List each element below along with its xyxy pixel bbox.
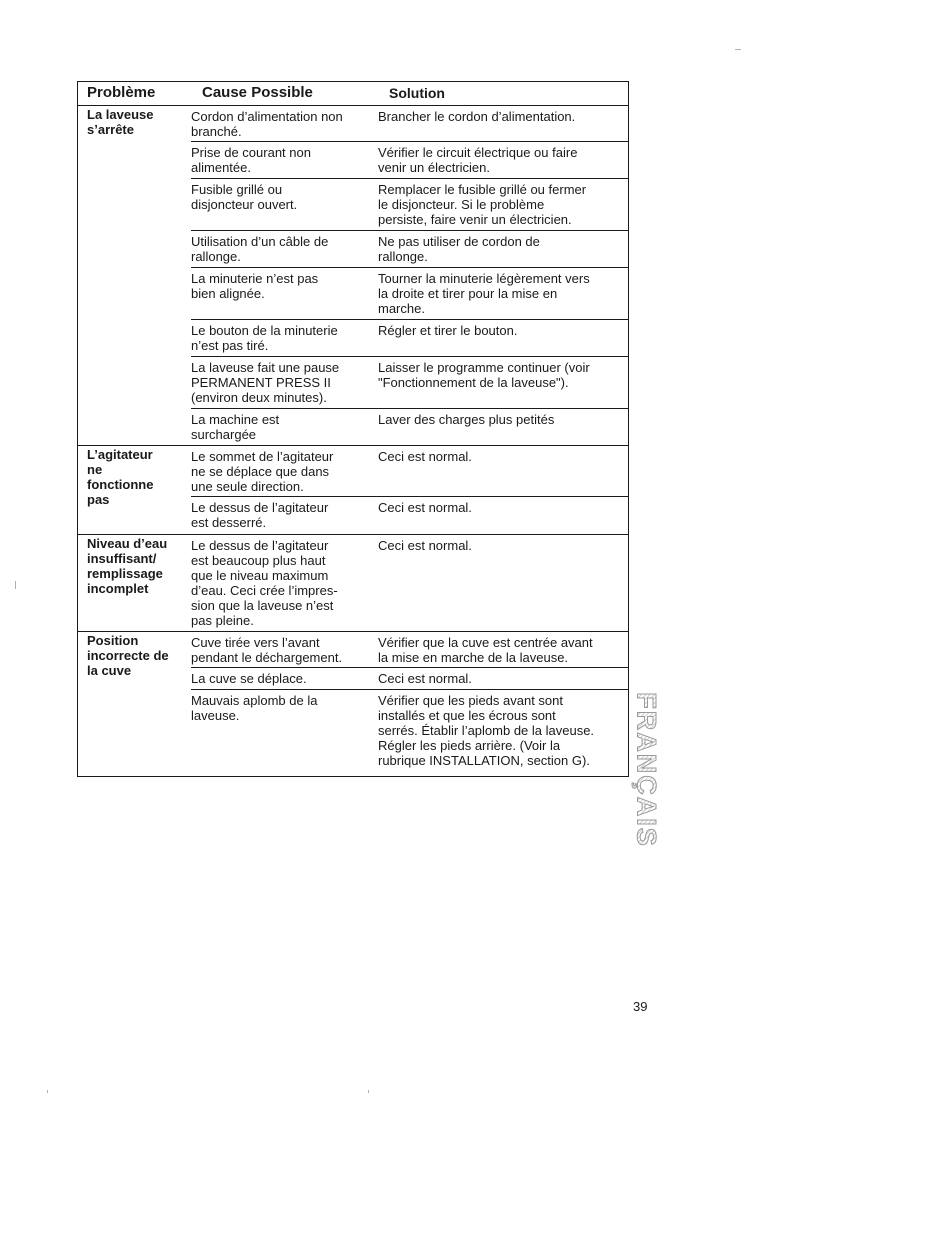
table-row xyxy=(191,446,628,497)
language-side-label-text: FRANÇAIS xyxy=(631,692,662,848)
solution-text: Ceci est normal. xyxy=(378,538,472,553)
solution-text: Ne pas utiliser de cordon de rallonge. xyxy=(378,234,540,264)
table-row xyxy=(191,231,628,268)
solution-text: Tourner la minuterie légèrement vers la droite et tirer pour la mise en marche. xyxy=(378,271,590,316)
problem-label: Position incorrecte de la cuve xyxy=(87,633,169,678)
cause-text: Cuve tirée vers l’avant pendant le déchargement. xyxy=(191,635,343,665)
solution-text: Régler et tirer le bouton. xyxy=(378,323,518,338)
scan-speck xyxy=(368,1090,369,1093)
page-number: 39 xyxy=(633,999,648,1014)
solution-text: Ceci est normal. xyxy=(378,671,472,686)
cause-text: La minuterie n’est pas bien alignée. xyxy=(191,271,319,301)
solution-text: Laisser le programme continuer (voir "Fonctionnement de la laveuse"). xyxy=(378,360,590,390)
table-row xyxy=(191,320,628,357)
solution-text: Ceci est normal. xyxy=(378,500,472,515)
cause-text: Prise de courant non alimentée. xyxy=(191,145,311,175)
cause-text: La machine est surchargée xyxy=(191,412,280,442)
problem-group-agitator xyxy=(78,446,628,535)
cause-text: Le sommet de l’agitateur ne se déplace que dans une seule direction. xyxy=(191,449,334,494)
table-row xyxy=(191,357,628,409)
table-row xyxy=(191,409,628,445)
table-row xyxy=(191,535,628,631)
solution-text: Remplacer le fusible grillé ou fermer le disjoncteur. Si le problème persiste, faire venir un électricien. xyxy=(378,182,587,227)
table-row xyxy=(191,690,628,776)
cause-text: Utilisation d’un câble de rallonge. xyxy=(191,234,329,264)
problem-group-tub-position xyxy=(78,632,628,776)
cause-text: Fusible grillé ou disjoncteur ouvert. xyxy=(191,182,298,212)
cause-text: La laveuse fait une pause PERMANENT PRESS II (environ deux minutes). xyxy=(191,360,340,405)
scan-speck xyxy=(47,1090,48,1093)
cause-text: La cuve se déplace. xyxy=(191,671,307,686)
problem-label: La laveuse s’arrête xyxy=(87,107,154,137)
table-header xyxy=(78,82,628,106)
problem-label: L’agitateur ne fonctionne pas xyxy=(87,447,154,507)
table-row xyxy=(191,668,628,690)
problem-label: Niveau d’eau insuffisant/ remplissage incomplet xyxy=(87,536,168,596)
table-row xyxy=(191,497,628,534)
table-row xyxy=(191,268,628,320)
table-row xyxy=(191,179,628,231)
troubleshooting-table xyxy=(77,81,629,777)
table-row xyxy=(191,106,628,142)
solution-text: Vérifier que les pieds avant sont installés et que les écrous sont serrés. Établir l’aplomb de la laveuse. Régler les pieds arrière. (Voir la rubrique INSTALLATION, section G). xyxy=(378,693,595,768)
header-solution: Solution xyxy=(389,85,445,101)
solution-text: Vérifier le circuit électrique ou faire venir un électricien. xyxy=(378,145,578,175)
solution-text: Laver des charges plus petités xyxy=(378,412,555,427)
table-row xyxy=(191,632,628,668)
cause-text: Le bouton de la minuterie n’est pas tiré. xyxy=(191,323,338,353)
header-problem: Problème xyxy=(87,84,156,101)
scan-speck xyxy=(735,49,741,50)
table-row xyxy=(191,142,628,179)
cause-text: Cordon d’alimentation non branché. xyxy=(191,109,343,139)
problem-group-water-level xyxy=(78,535,628,632)
header-cause: Cause Possible xyxy=(202,84,313,101)
language-side-label xyxy=(632,680,660,860)
solution-text: Vérifier que la cuve est centrée avant la mise en marche de la laveuse. xyxy=(378,635,593,665)
cause-text: Le dessus de l’agitateur est beaucoup plus haut que le niveau maximum d’eau. Ceci crée l’impres- sion que la laveuse n’est pas pleine. xyxy=(191,538,338,628)
scan-speck xyxy=(15,581,16,589)
solution-text: Brancher le cordon d’alimentation. xyxy=(378,109,576,124)
cause-text: Le dessus de l’agitateur est desserré. xyxy=(191,500,329,530)
cause-text: Mauvais aplomb de la laveuse. xyxy=(191,693,318,723)
problem-group-washer-stops xyxy=(78,106,628,446)
solution-text: Ceci est normal. xyxy=(378,449,472,464)
